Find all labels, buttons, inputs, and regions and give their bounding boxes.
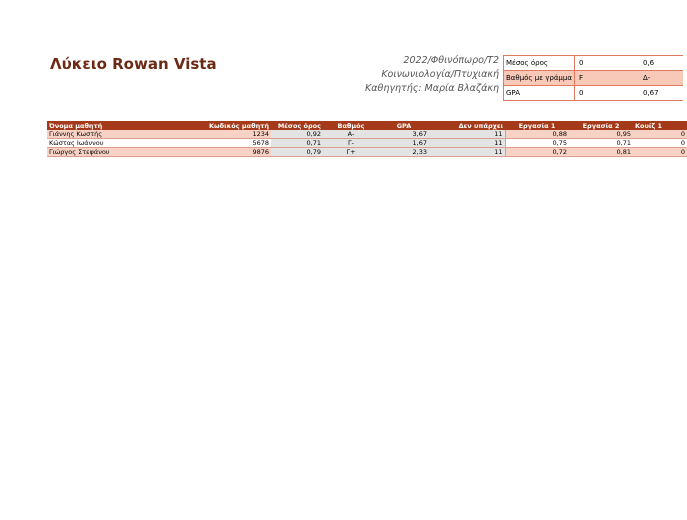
cell-student-id[interactable]: 5678 xyxy=(167,139,271,148)
cell-assignment-1[interactable]: 0,72 xyxy=(505,148,569,157)
cell-none[interactable]: 11 xyxy=(429,139,505,148)
cell-gpa[interactable]: 2,33 xyxy=(379,148,429,157)
table-row xyxy=(47,148,687,157)
summary-row xyxy=(504,86,684,101)
cell-student-name[interactable]: Γιάννης Κωστής xyxy=(47,130,167,139)
cell-grade[interactable]: Γ- xyxy=(323,139,379,148)
cell-student-name[interactable]: Κώστας Ιωάννου xyxy=(47,139,167,148)
header-row xyxy=(47,121,687,130)
col-header-student-id[interactable]: Κωδικός μαθητή xyxy=(167,121,271,130)
table-row xyxy=(47,130,687,139)
col-header-student-name[interactable]: Όνομα μαθητή xyxy=(47,121,167,130)
summary-max[interactable]: 0,6 xyxy=(639,56,683,71)
summary-min[interactable]: F xyxy=(574,71,639,86)
cell-assignment-1[interactable]: 0,75 xyxy=(505,139,569,148)
cell-assignment-2[interactable]: 0,71 xyxy=(569,139,633,148)
cell-assignment-2[interactable]: 0,95 xyxy=(569,130,633,139)
summary-label[interactable]: GPA xyxy=(504,86,575,101)
grades-table xyxy=(47,121,687,157)
summary-label[interactable]: Βαθμός με γράμμα xyxy=(504,71,575,86)
summary-row xyxy=(504,71,684,86)
summary-row xyxy=(504,56,684,71)
cell-quiz-1[interactable]: 0 xyxy=(633,130,687,139)
cell-grade[interactable]: Γ+ xyxy=(323,148,379,157)
term-label: 2022/Φθινόπωρο/Τ2 xyxy=(403,55,499,66)
summary-max[interactable]: 0,67 xyxy=(639,86,683,101)
cell-student-name[interactable]: Γιώργος Στεφάνου xyxy=(47,148,167,157)
cell-average[interactable]: 0,71 xyxy=(271,139,323,148)
school-title: Λύκειο Rowan Vista xyxy=(50,55,217,73)
summary-max[interactable]: Δ- xyxy=(639,71,683,86)
course-meta xyxy=(365,54,499,96)
summary-label[interactable]: Μέσος όρος xyxy=(504,56,575,71)
col-header-assignment-1[interactable]: Εργασία 1 xyxy=(505,121,569,130)
summary-min[interactable]: 0 xyxy=(574,56,639,71)
cell-quiz-1[interactable]: 0 xyxy=(633,139,687,148)
cell-student-id[interactable]: 1234 xyxy=(167,130,271,139)
teacher-label: Καθηγητής: Μαρία Βλαζάκη xyxy=(365,83,499,94)
cell-none[interactable]: 11 xyxy=(429,148,505,157)
col-header-quiz-1[interactable]: Κουίζ 1 xyxy=(633,121,687,130)
summary-min[interactable]: 0 xyxy=(574,86,639,101)
cell-gpa[interactable]: 1,67 xyxy=(379,139,429,148)
cell-assignment-2[interactable]: 0,81 xyxy=(569,148,633,157)
cell-none[interactable]: 11 xyxy=(429,130,505,139)
cell-student-id[interactable]: 9876 xyxy=(167,148,271,157)
col-header-assignment-2[interactable]: Εργασία 2 xyxy=(569,121,633,130)
cell-average[interactable]: 0,79 xyxy=(271,148,323,157)
course-label: Κοινωνιολογία/Πτυχιακή xyxy=(381,69,499,80)
col-header-grade[interactable]: Βαθμός xyxy=(323,121,379,130)
table-row xyxy=(47,139,687,148)
col-header-average[interactable]: Μέσος όρος xyxy=(271,121,323,130)
col-header-gpa[interactable]: GPA xyxy=(379,121,429,130)
cell-quiz-1[interactable]: 0 xyxy=(633,148,687,157)
col-header-none[interactable]: Δεν υπάρχει xyxy=(429,121,505,130)
cell-average[interactable]: 0,92 xyxy=(271,130,323,139)
cell-gpa[interactable]: 3,67 xyxy=(379,130,429,139)
cell-grade[interactable]: A- xyxy=(323,130,379,139)
cell-assignment-1[interactable]: 0,88 xyxy=(505,130,569,139)
summary-table xyxy=(503,55,683,101)
